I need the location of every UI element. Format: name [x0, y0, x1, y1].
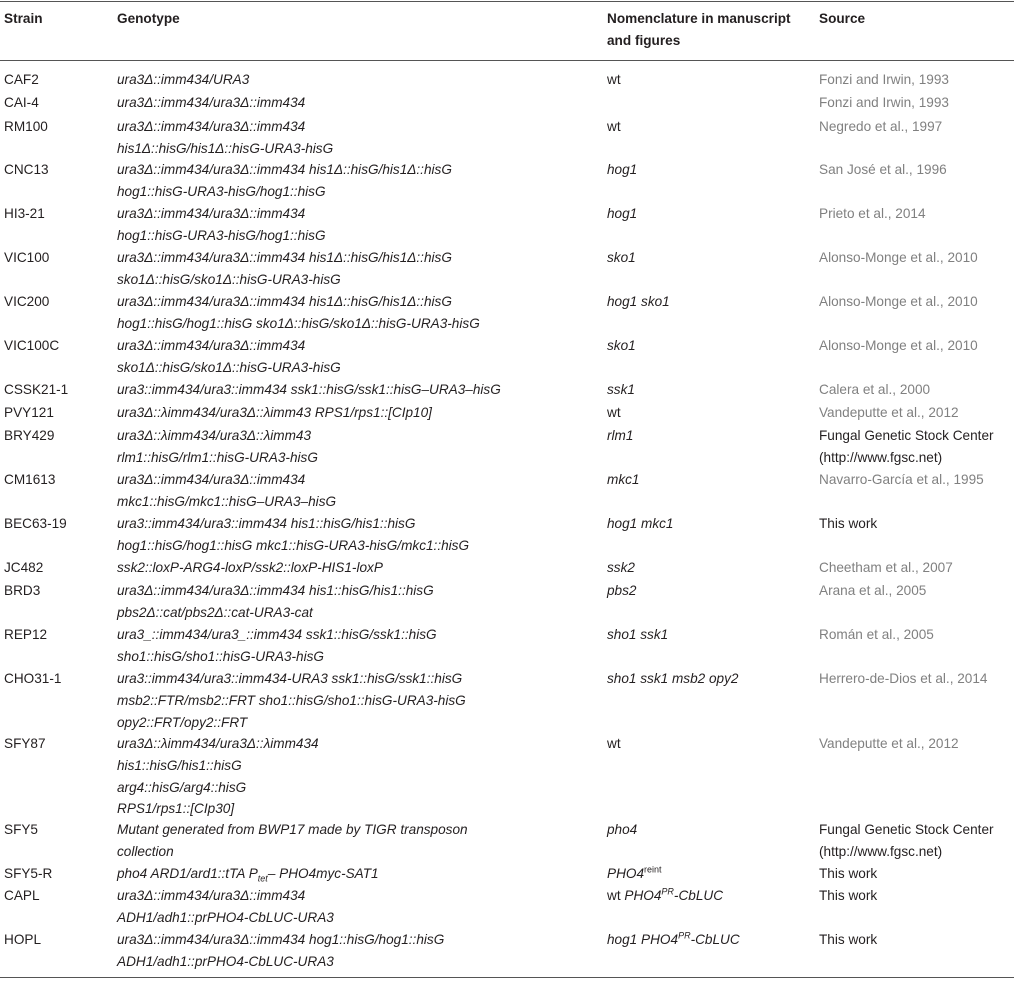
source-cell: San José et al., 1996: [819, 162, 947, 177]
genotype-cell: ura3Δ::imm434/ura3Δ::imm434 sko1Δ::hisG/sko1Δ::hisG-URA3-hisG: [117, 338, 341, 375]
nomenclature-cell: ssk1: [607, 382, 635, 397]
strain-cell: CNC13: [4, 162, 49, 177]
genotype-cell: ura3::imm434/ura3::imm434-URA3 ssk1::hisG/ssk1::hisG msb2::FTR/msb2::FRT sho1::hisG/sho1::hisG-URA3-hisG opy2::FRT/opy2::FRT: [117, 671, 466, 730]
genotype-cell: ura3Δ::imm434/ura3Δ::imm434 mkc1::hisG/mkc1::hisG–URA3–hisG: [117, 472, 337, 509]
genotype-cell: ssk2::loxP-ARG4-loxP/ssk2::loxP-HIS1-loxP: [117, 560, 383, 575]
source-cell: Román et al., 2005: [819, 627, 934, 642]
nomenclature-text: PHO4: [641, 932, 679, 947]
source-cell: Alonso-Monge et al., 2010: [819, 338, 978, 353]
strain-cell: CSSK21-1: [4, 382, 69, 397]
genotype-cell: ura3::imm434/ura3::imm434 his1::hisG/his1::hisG hog1::hisG/hog1::hisG mkc1::hisG-URA3-hisG/mkc1::hisG: [117, 516, 470, 553]
genotype-cell: ura3Δ::imm434/ura3Δ::imm434 his1Δ::hisG/his1Δ::hisG-URA3-hisG: [117, 119, 334, 156]
genotype-cell: ura3Δ::imm434/ura3Δ::imm434 his1Δ::hisG/his1Δ::hisG hog1::hisG/hog1::hisG sko1Δ::hisG/sko1Δ::hisG-URA3-hisG: [117, 294, 480, 331]
source-cell: Fonzi and Irwin, 1993: [819, 95, 949, 110]
source-cell: Fungal Genetic Stock Center (http://www.fgsc.net): [819, 822, 994, 859]
source-cell: Prieto et al., 2014: [819, 206, 926, 221]
nomenclature-cell: wt: [607, 72, 621, 87]
genotype-cell: ura3Δ::imm434/ura3Δ::imm434 his1::hisG/his1::hisG pbs2Δ::cat/pbs2Δ::cat-URA3-cat: [117, 583, 434, 620]
source-cell: Fungal Genetic Stock Center (http://www.fgsc.net): [819, 428, 994, 465]
header-genotype: Genotype: [117, 11, 180, 26]
nomenclature-cell: mkc1: [607, 472, 640, 487]
strain-cell: BEC63-19: [4, 516, 67, 531]
strain-cell: CM1613: [4, 472, 56, 487]
strain-cell: PVY121: [4, 405, 54, 420]
strain-cell: SFY5-R: [4, 866, 53, 881]
strain-cell: BRD3: [4, 583, 41, 598]
nomenclature-cell: sko1: [607, 338, 636, 353]
nomenclature-cell: hog1 sko1: [607, 294, 670, 309]
genotype-cell: ura3Δ::imm434/ura3Δ::imm434 hog1::hisG-URA3-hisG/hog1::hisG: [117, 206, 326, 243]
nomenclature-cell: [607, 885, 723, 907]
nomenclature-cell: wt: [607, 405, 621, 420]
genotype-cell: ura3Δ::imm434/ura3Δ::imm434 his1Δ::hisG/his1Δ::hisG sko1Δ::hisG/sko1Δ::hisG-URA3-hisG: [117, 250, 452, 287]
header-strain: Strain: [4, 11, 43, 26]
strain-cell: VIC100C: [4, 338, 60, 353]
genotype-cell: [117, 863, 379, 885]
table-bottom-rule: [0, 977, 1014, 978]
nomenclature-cell: sho1 ssk1: [607, 627, 669, 642]
nomenclature-cell: pbs2: [607, 583, 637, 598]
nomenclature-cell: hog1: [607, 206, 638, 221]
genotype-cell: ura3_::imm434/ura3_::imm434 ssk1::hisG/ssk1::hisG sho1::hisG/sho1::hisG-URA3-hisG: [117, 627, 437, 664]
nomenclature-superscript: PR: [678, 930, 691, 941]
genotype-cell: ura3Δ::imm434/URA3: [117, 72, 250, 87]
source-cell: Herrero-de-Dios et al., 2014: [819, 671, 988, 686]
nomenclature-cell: [607, 863, 662, 885]
genotype-cell: ura3Δ::imm434/ura3Δ::imm434 ADH1/adh1::prPHO4-CbLUC-URA3: [117, 888, 334, 925]
nomenclature-cell: pho4: [607, 822, 638, 837]
genotype-cell: ura3Δ::λimm434/ura3Δ::λimm43 rlm1::hisG/rlm1::hisG-URA3-hisG: [117, 428, 318, 465]
genotype-cell: ura3Δ::imm434/ura3Δ::imm434: [117, 95, 306, 110]
source-cell: This work: [819, 866, 878, 881]
genotype-cell: ura3Δ::imm434/ura3Δ::imm434 his1Δ::hisG/his1Δ::hisG hog1::hisG-URA3-hisG/hog1::hisG: [117, 162, 452, 199]
nomenclature-cell: wt: [607, 736, 621, 751]
header-rule: [0, 60, 1014, 61]
source-cell: Cheetham et al., 2007: [819, 560, 953, 575]
genotype-text: – PHO4myc-SAT1: [267, 866, 379, 881]
source-cell: Alonso-Monge et al., 2010: [819, 250, 978, 265]
nomenclature-superscript: reint: [644, 864, 662, 875]
strain-cell: CAPL: [4, 888, 40, 903]
nomenclature-text: wt: [607, 888, 625, 903]
nomenclature-cell: [607, 929, 740, 951]
source-cell: Fonzi and Irwin, 1993: [819, 72, 949, 87]
source-cell: Calera et al., 2000: [819, 382, 931, 397]
source-cell: Navarro-García et al., 1995: [819, 472, 984, 487]
strain-cell: SFY87: [4, 736, 46, 751]
strain-cell: CAI-4: [4, 95, 39, 110]
strain-cell: CAF2: [4, 72, 39, 87]
nomenclature-text: hog1: [607, 932, 642, 947]
nomenclature-text: PHO4: [607, 866, 645, 881]
strain-cell: VIC200: [4, 294, 50, 309]
strain-cell: RM100: [4, 119, 48, 134]
strain-cell: HOPL: [4, 932, 42, 947]
source-cell: Vandeputte et al., 2012: [819, 736, 959, 751]
strain-cell: REP12: [4, 627, 48, 642]
nomenclature-cell: sko1: [607, 250, 636, 265]
strain-cell: VIC100: [4, 250, 50, 265]
strain-cell: JC482: [4, 560, 44, 575]
genotype-cell: ura3::imm434/ura3::imm434 ssk1::hisG/ssk1::hisG–URA3–hisG: [117, 382, 501, 397]
source-cell: This work: [819, 932, 878, 947]
genotype-cell: Mutant generated from BWP17 made by TIGR transposon collection: [117, 822, 468, 859]
header-source: Source: [819, 11, 866, 26]
genotype-cell: ura3Δ::imm434/ura3Δ::imm434 hog1::hisG/hog1::hisG ADH1/adh1::prPHO4-CbLUC-URA3: [117, 932, 445, 969]
nomenclature-cell: wt: [607, 119, 621, 134]
nomenclature-cell: hog1: [607, 162, 638, 177]
nomenclature-cell: ssk2: [607, 560, 635, 575]
nomenclature-superscript: PR: [661, 886, 674, 897]
strain-cell: SFY5: [4, 822, 38, 837]
genotype-text: pho4 ARD1/ard1::tTA P: [117, 866, 258, 881]
source-cell: This work: [819, 888, 878, 903]
nomenclature-cell: rlm1: [607, 428, 634, 443]
nomenclature-text: -CbLUC: [690, 932, 740, 947]
source-cell: This work: [819, 516, 878, 531]
nomenclature-cell: hog1 mkc1: [607, 516, 674, 531]
header-nomenclature: Nomenclature in manuscript and figures: [607, 11, 791, 48]
genotype-cell: ura3Δ::λimm434/ura3Δ::λimm434 his1::hisG/his1::hisG arg4::hisG/arg4::hisG RPS1/rps1::[CIp30]: [117, 736, 319, 817]
promoter-subscript: tet: [257, 873, 268, 884]
source-cell: Negredo et al., 1997: [819, 119, 943, 134]
strain-cell: HI3-21: [4, 206, 45, 221]
nomenclature-text: -CbLUC: [673, 888, 724, 903]
strain-cell: BRY429: [4, 428, 55, 443]
genotype-cell: ura3Δ::λimm434/ura3Δ::λimm43 RPS1/rps1::[CIp10]: [117, 405, 432, 420]
nomenclature-cell: sho1 ssk1 msb2 opy2: [607, 671, 739, 686]
source-cell: Vandeputte et al., 2012: [819, 405, 959, 420]
nomenclature-text: PHO4: [624, 888, 662, 903]
strain-cell: CHO31-1: [4, 671, 62, 686]
source-cell: Arana et al., 2005: [819, 583, 927, 598]
source-cell: Alonso-Monge et al., 2010: [819, 294, 978, 309]
table-top-rule: [0, 1, 1014, 2]
